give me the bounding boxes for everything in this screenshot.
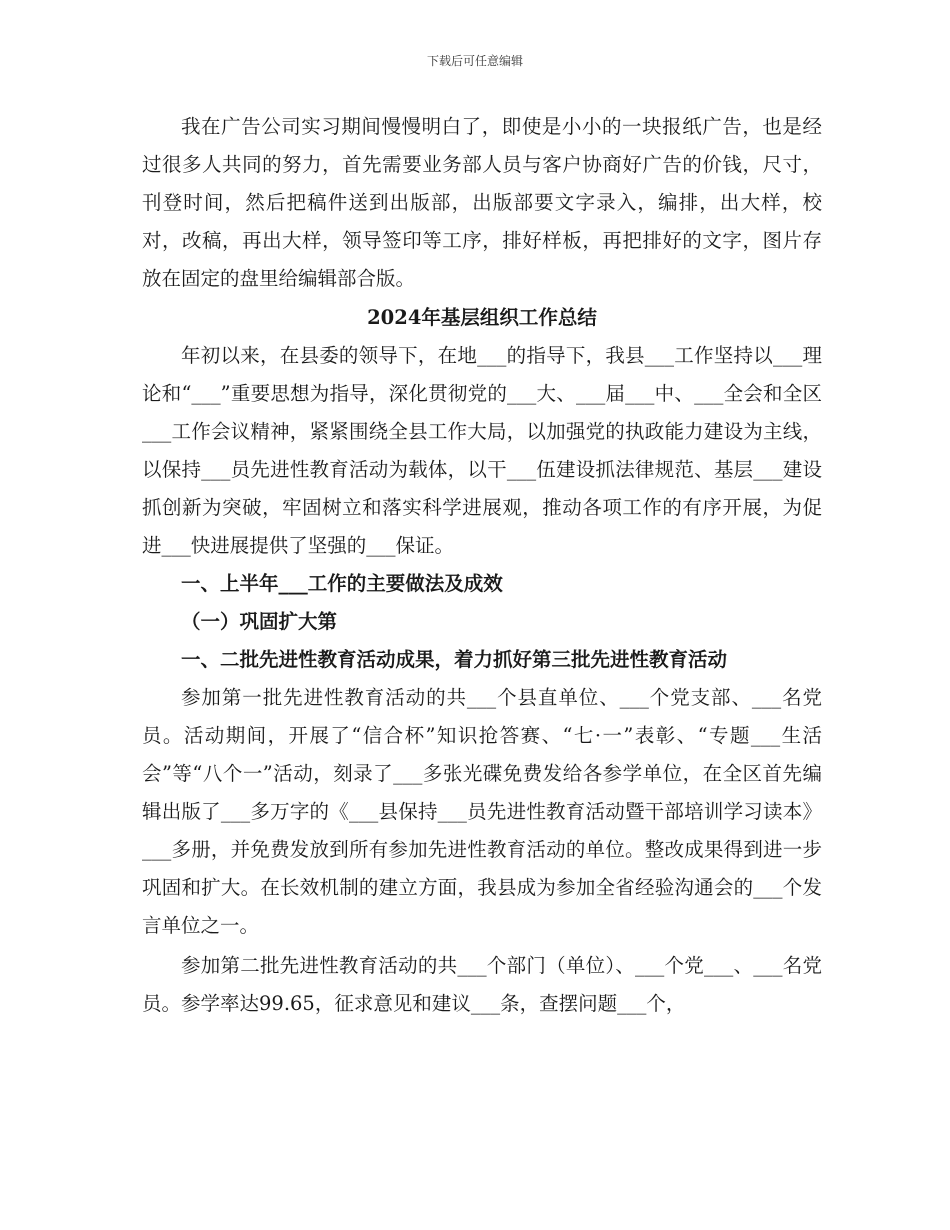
paragraph-1: 年初以来，在县委的领导下，在地___的指导下，我县___工作坚持以___理论和“___”重要思想为指导，深化贯彻党的___大、___届___中、___全会和全区___工作会议精神，紧紧围绕全县工作大局，以加强党的执政能力建设为主线，以保持___员先进性教育活动为载体，以干___伍建设抓法律规范、基层___建设抓创新为突破，牢固树立和落实科学进展观，推动各项工作的有序开展，为促进___快进展提供了坚强的___保证。 [142, 344, 822, 557]
document-body [142, 108, 822, 1023]
section-heading-1: 一、上半年___工作的主要做法及成效 [181, 572, 503, 595]
page-header: 下载后可任意编辑 [426, 54, 523, 68]
section-heading-3: 一、二批先进性教育活动成果，着力抓好第三批先进性教育活动 [181, 648, 728, 671]
paragraph-3: 参加第二批先进性教育活动的共___个部门（单位）、___个党___、___名党员。参学率达99.65，征求意见和建议___条，查摆问题___个， [142, 954, 822, 1015]
intro-paragraph: 我在广告公司实习期间慢慢明白了，即使是小小的一块报纸广告，也是经过很多人共同的努力，首先需要业务部人员与客户协商好广告的价钱，尺寸，刊登时间，然后把稿件送到出版部，出版部要文字录入，编排，出大样，校对，改稿，再出大样，领导签印等工序，排好样板，再把排好的文字，图片存放在固定的盘里给编辑部合版。 [142, 115, 822, 290]
document-title: 2024年基层组织工作总结 [367, 306, 597, 329]
paragraph-2: 参加第一批先进性教育活动的共___个县直单位、___个党支部、___名党员。活动期间，开展了“信合杯”知识抢答赛、“七·一”表彰、“专题___生活会”等“八个一”活动，刻录了___多张光碟免费发给各参学单位，在全区首先编辑出版了___多万字的《___县保持___员先进性教育活动暨干部培训学习读本》___多册，并免费发放到所有参加先进性教育活动的单位。整改成果得到进一步巩固和扩大。在长效机制的建立方面，我县成为参加全省经验沟通会的___个发言单位之一。 [142, 686, 822, 937]
section-heading-2: （一）巩固扩大第 [181, 610, 338, 633]
